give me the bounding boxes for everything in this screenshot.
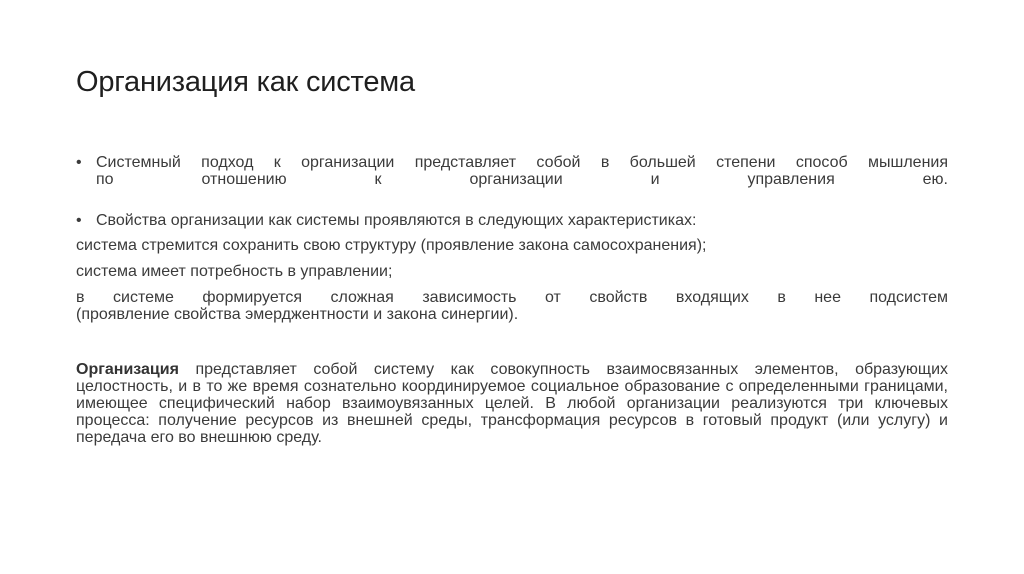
bullet-marker: • xyxy=(76,154,82,171)
bullet-properties xyxy=(76,212,948,229)
organization-definition xyxy=(76,361,948,446)
spacer xyxy=(76,188,948,212)
property-item-self-preservation: система стремится сохранить свою структуру (проявление закона самосохранения); xyxy=(76,237,707,254)
bullet-marker: • xyxy=(76,212,82,229)
slide-body xyxy=(76,154,948,446)
property-item-emergence-line1: в системе формируется сложная зависимость от свойств входящих в нее подсистем xyxy=(76,289,948,306)
property-item-management-need: система имеет потребность в управлении; xyxy=(76,263,393,280)
bullet-properties-text: Свойства организации как системы проявляются в следующих характеристиках: xyxy=(96,212,697,229)
property-item-emergence xyxy=(76,289,948,323)
bullet-systems-approach xyxy=(76,154,948,188)
organization-definition-text: представляет собой систему как совокупность взаимосвязанных элементов, образующих целостность, и в то же время сознательно координируемое социальное образование с определенными границами, имеющее специфический набор взаимоувязанных целей. В любой организации реализуются три ключевых процесса: получение ресурсов из внешней среды, трансформация ресурсов в готовый продукт (или услугу) и передача его во внешнюю среду. xyxy=(76,361,948,446)
property-item-emergence-line2: (проявление свойства эмерджентности и закона синергии). xyxy=(76,306,519,323)
slide-title: Организация как система xyxy=(76,66,415,98)
organization-term: Организация xyxy=(76,361,179,378)
bullet-systems-approach-line1: Системный подход к организации представляет собой в большей степени способ мышления xyxy=(96,154,948,171)
bullet-systems-approach-line2: по отношению к организации и управления ею. xyxy=(96,171,948,188)
